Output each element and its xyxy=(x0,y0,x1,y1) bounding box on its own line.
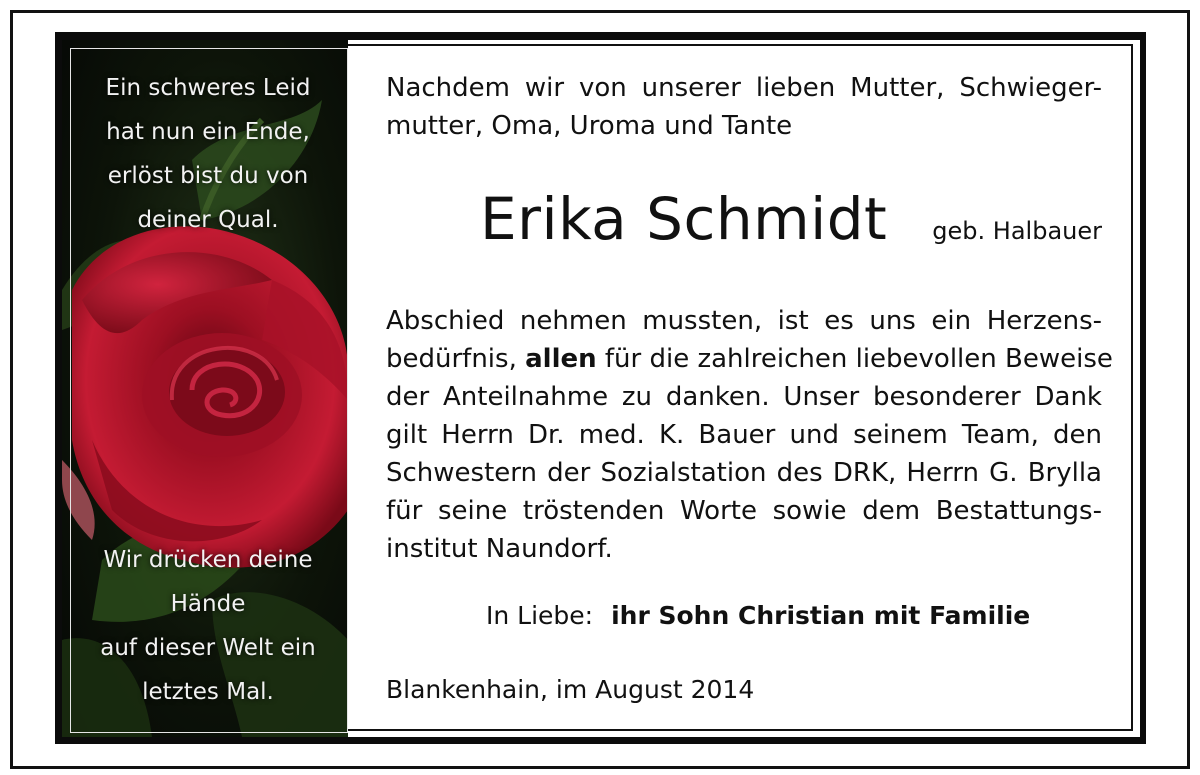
poem-top-line: Ein schweres Leid xyxy=(105,75,311,101)
body-line: gilt Herrn Dr. med. K. Bauer und seinem Team, den xyxy=(386,420,1102,450)
poem-top xyxy=(70,66,346,242)
birth-name: geb. Halbauer xyxy=(932,217,1102,245)
signature-name: ihr Sohn Christian mit Familie xyxy=(611,601,1031,630)
body-line: der Anteilnahme zu danken. Unser besonderer Dank xyxy=(386,382,1102,412)
poem-bottom-line: letztes Mal. xyxy=(142,679,274,705)
body-text: bedürfnis, xyxy=(386,344,526,374)
signature-row xyxy=(486,601,1030,630)
deceased-name: Erika Schmidt xyxy=(480,185,888,253)
poem-bottom-line: Wir drücken deine xyxy=(103,547,313,573)
poem-bottom-line: auf dieser Welt ein xyxy=(100,635,316,661)
body-line: für seine tröstenden Worte sowie dem Bestattungs- xyxy=(386,496,1102,526)
poem-top-line: deiner Qual. xyxy=(137,207,279,233)
body-line: Abschied nehmen mussten, ist es uns ein Herzens- xyxy=(386,306,1102,336)
poem-top-line: hat nun ein Ende, xyxy=(106,119,310,145)
place-date: Blankenhain, im August 2014 xyxy=(386,675,755,704)
body-line: Schwestern der Sozialstation des DRK, Herrn G. Brylla xyxy=(386,458,1102,488)
deceased-name-row xyxy=(480,185,1102,253)
poem-top-line: erlöst bist du von xyxy=(107,163,309,189)
body-emphasis: allen xyxy=(525,344,597,374)
body-line xyxy=(386,340,1113,378)
intro-line: Nachdem wir von unserer lieben Mutter, Schwieger- xyxy=(386,73,1102,103)
body-text: für die zahlreichen liebevollen Beweise xyxy=(596,344,1113,374)
body-line: institut Naundorf. xyxy=(386,534,613,564)
intro-line: mutter, Oma, Uroma und Tante xyxy=(386,111,793,141)
signature-label: In Liebe: xyxy=(486,601,594,630)
poem-bottom-line: Hände xyxy=(170,591,246,617)
poem-bottom xyxy=(70,538,346,714)
